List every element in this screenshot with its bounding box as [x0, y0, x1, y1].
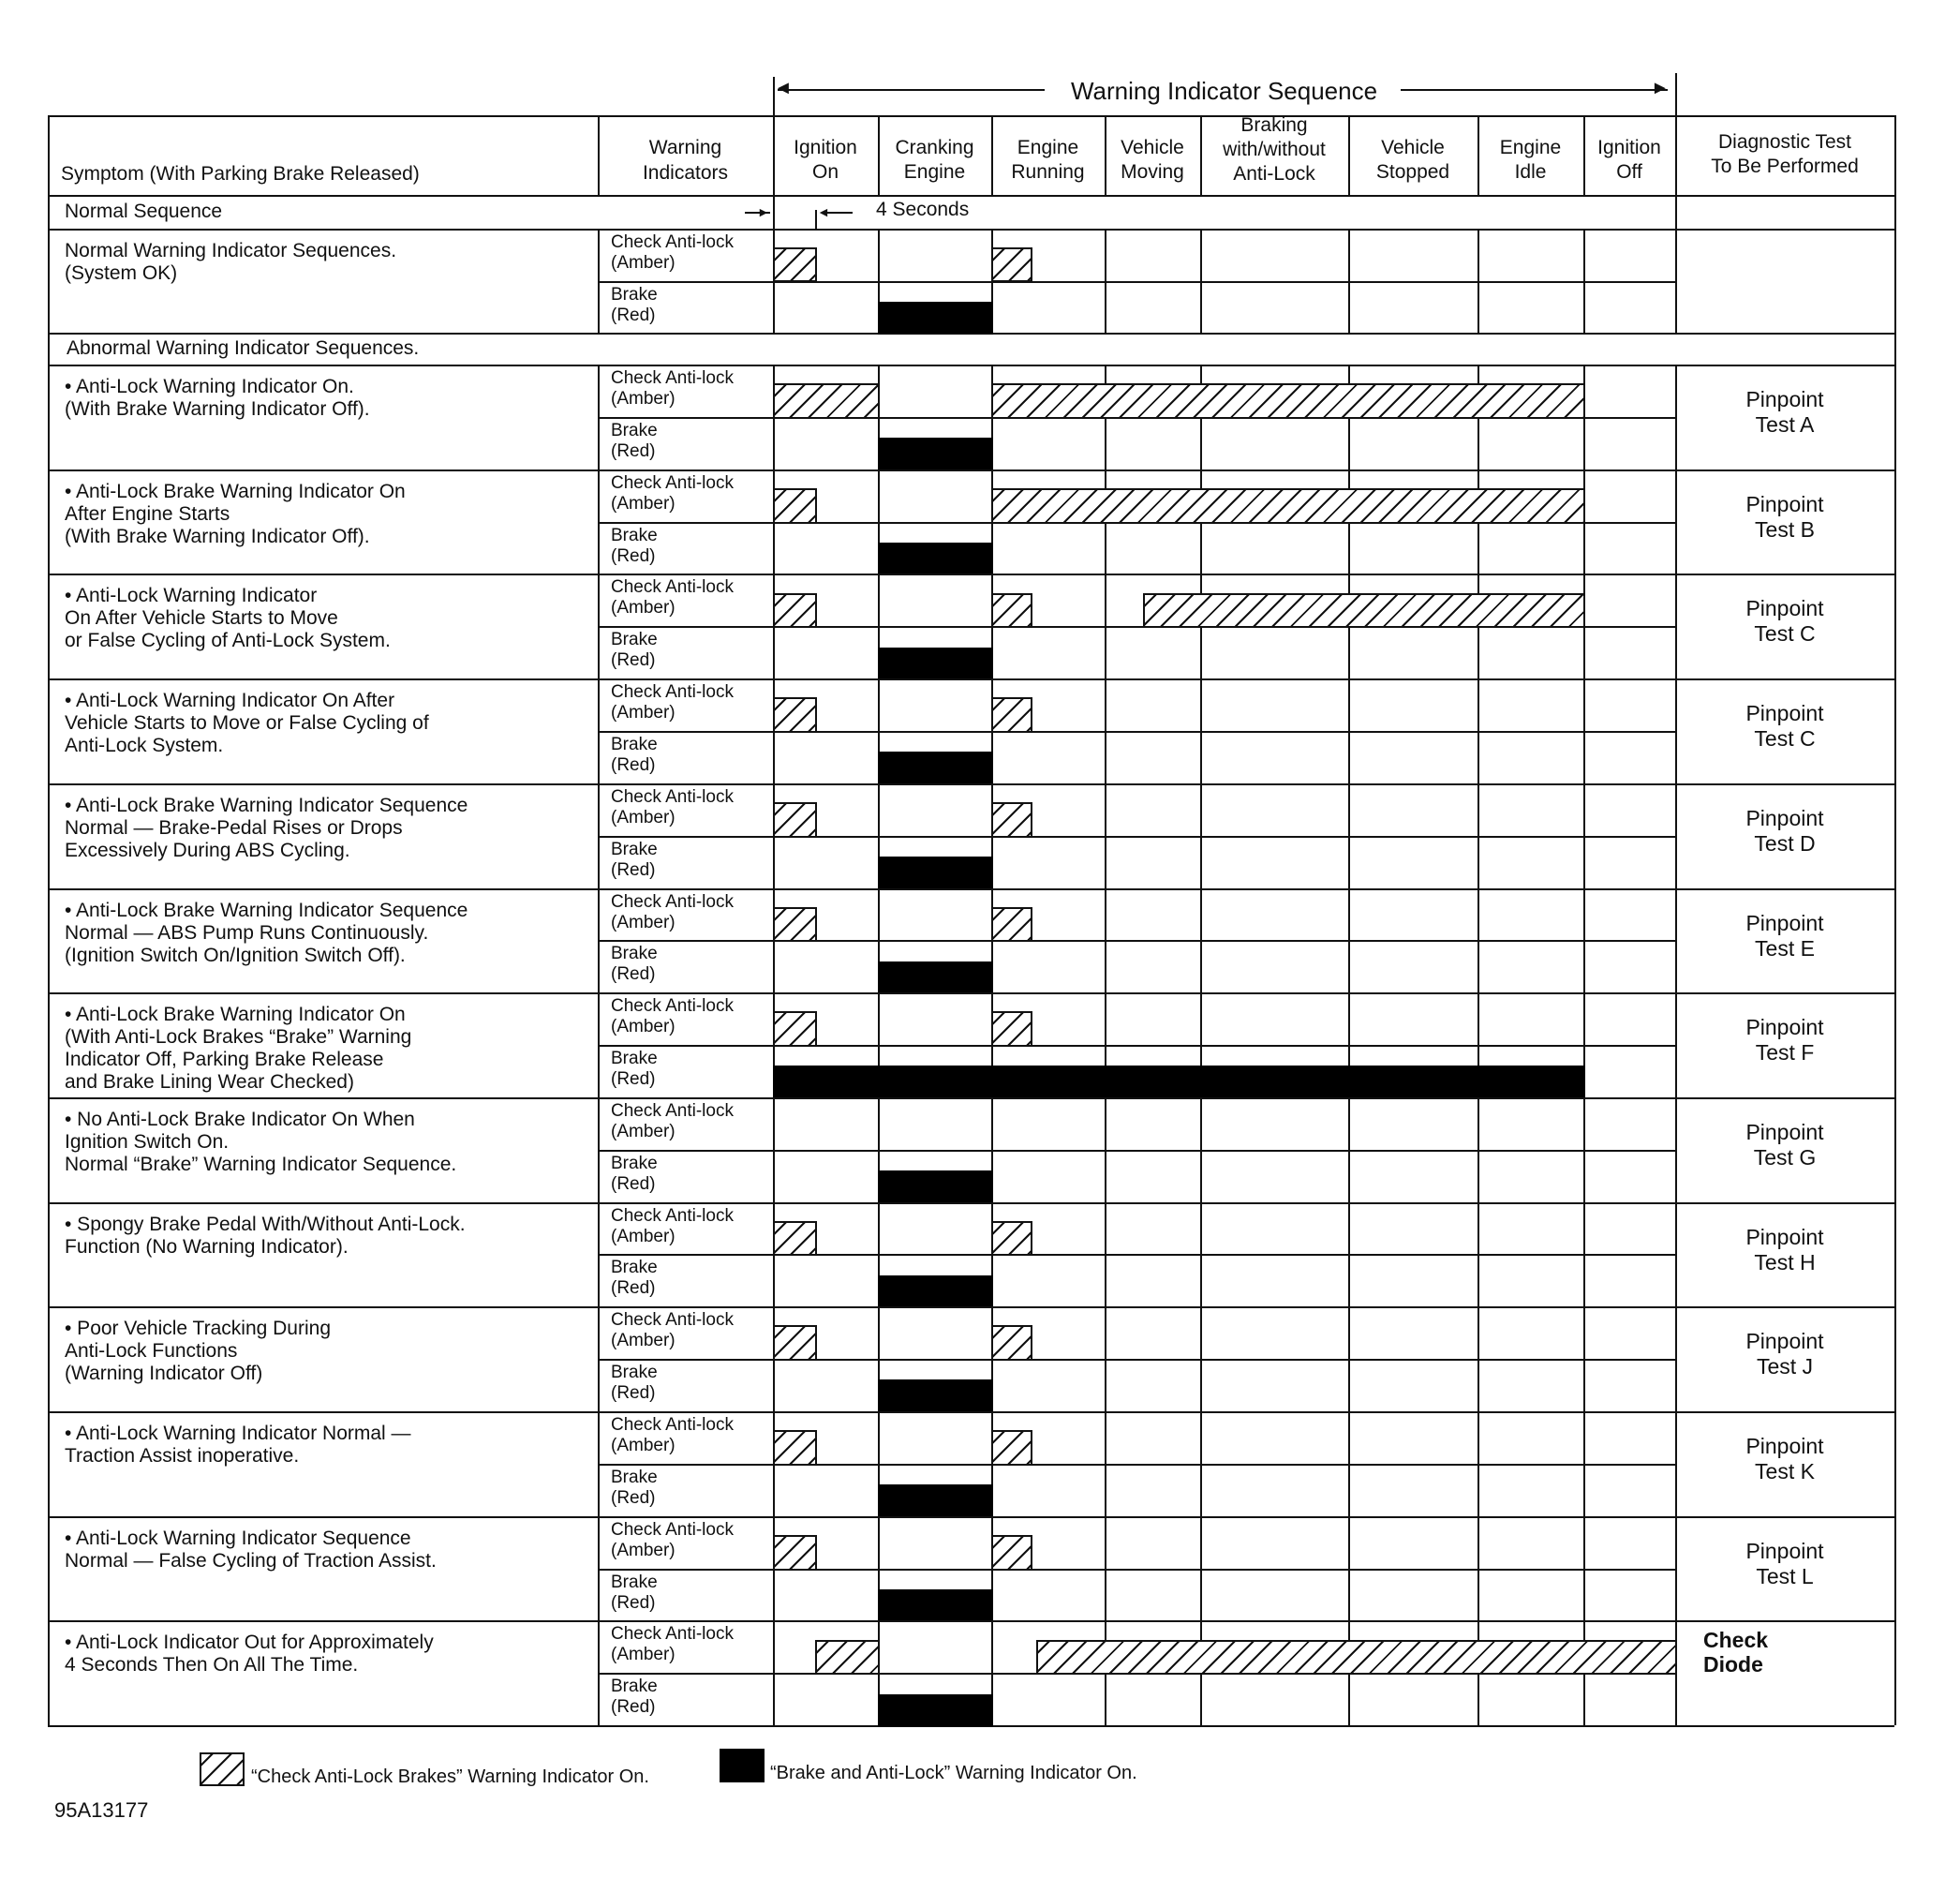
- phase-header-4: with/without: [1223, 139, 1326, 160]
- test-header: To Be Performed: [1711, 156, 1859, 177]
- symptom-text: Normal — Brake-Pedal Rises or Drops: [65, 816, 403, 839]
- symptom-text: • Poor Vehicle Tracking During: [65, 1318, 331, 1340]
- brake-on-bar: [878, 438, 993, 471]
- diagnostic-test: Test B: [1755, 516, 1815, 542]
- check-antilock-on-bar: [773, 1221, 817, 1257]
- diagnostic-test: Test D: [1754, 830, 1816, 856]
- legend-hatched-label: “Check Anti-Lock Brakes” Warning Indicator On.: [251, 1766, 649, 1787]
- symptom-text: (Ignition Switch On/Ignition Switch Off).: [65, 944, 406, 966]
- amber-indicator-label: Check Anti-lock: [611, 1519, 734, 1540]
- sequence-title: Warning Indicator Sequence: [1070, 77, 1378, 105]
- check-antilock-on-bar: [773, 247, 817, 283]
- four-seconds-label: 4 Seconds: [876, 199, 970, 220]
- grid-line: [48, 678, 1894, 680]
- diagnostic-test: Pinpoint: [1745, 910, 1824, 935]
- diagnostic-test: Test L: [1756, 1563, 1814, 1588]
- check-antilock-on-bar: [773, 383, 880, 419]
- brake-indicator-label: (Red): [611, 1278, 656, 1299]
- symptom-text: • Anti-Lock Warning Indicator Normal —: [65, 1423, 411, 1444]
- symptom-text: • Anti-Lock Warning Indicator On.: [65, 376, 354, 397]
- symptom-header: Symptom (With Parking Brake Released): [61, 163, 420, 185]
- symptom-text: Traction Assist inoperative.: [65, 1445, 300, 1467]
- brake-on-bar: [878, 648, 993, 681]
- grid-line: [1675, 229, 1677, 333]
- amber-indicator-label: Check Anti-lock: [611, 682, 734, 703]
- check-antilock-on-bar: [991, 1011, 1032, 1047]
- amber-indicator-label: (Amber): [611, 912, 676, 932]
- grid-line: [48, 115, 50, 1725]
- check-antilock-on-bar: [991, 247, 1032, 283]
- check-antilock-on-bar: [773, 488, 817, 524]
- phase-header-4: Braking: [1240, 114, 1308, 136]
- grid-line: [48, 115, 1894, 117]
- brake-indicator-label: Brake: [611, 284, 658, 305]
- brake-on-bar: [878, 1379, 993, 1413]
- phase-header-3: Vehicle: [1121, 137, 1184, 158]
- amber-indicator-label: (Amber): [611, 807, 676, 827]
- check-antilock-on-bar: [991, 802, 1032, 838]
- symptom-text: On After Vehicle Starts to Move: [65, 607, 338, 630]
- brake-indicator-label: (Red): [611, 964, 656, 985]
- phase-header-7: Ignition: [1597, 137, 1661, 158]
- grid-line: [48, 1516, 1894, 1518]
- symptom-text: • Spongy Brake Pedal With/Without Anti-Lock.: [65, 1213, 466, 1235]
- test-header: Diagnostic Test: [1717, 131, 1852, 153]
- check-antilock-on-bar: [1036, 1640, 1677, 1676]
- grid-line: [1894, 115, 1896, 1725]
- symptom-text: Anti-Lock Functions: [65, 1340, 238, 1363]
- grid-line: [48, 229, 1894, 231]
- diagnostic-test: Check: [1703, 1628, 1769, 1653]
- symptom-text: (With Brake Warning Indicator Off).: [65, 525, 370, 547]
- brake-indicator-label: (Red): [611, 440, 656, 461]
- diagnostic-test: Test H: [1754, 1249, 1816, 1274]
- symptom-text: Normal “Brake” Warning Indicator Sequence.: [65, 1153, 457, 1175]
- phase-header-0: On: [811, 161, 839, 183]
- grid-line: [598, 281, 1675, 283]
- diagnostic-test: Diode: [1703, 1652, 1763, 1677]
- amber-indicator-label: (Amber): [611, 1121, 676, 1141]
- phase-header-5: Stopped: [1375, 161, 1450, 183]
- check-antilock-on-bar: [773, 802, 817, 838]
- brake-indicator-label: (Red): [611, 754, 656, 775]
- amber-indicator-label: (Amber): [611, 389, 676, 409]
- brake-indicator-label: (Red): [611, 1383, 656, 1404]
- brake-indicator-label: Brake: [611, 630, 658, 650]
- diagnostic-test: Pinpoint: [1745, 387, 1824, 411]
- amber-indicator-label: Check Anti-lock: [611, 891, 734, 912]
- brake-indicator-label: Brake: [611, 525, 658, 545]
- grid-line: [598, 1569, 1675, 1571]
- diagnostic-test: Test F: [1755, 1040, 1815, 1066]
- phase-header-6: Engine: [1499, 137, 1562, 158]
- symptom-text: (System OK): [65, 262, 178, 284]
- indicators-header: Indicators: [642, 162, 729, 184]
- check-antilock-on-bar: [991, 488, 1585, 524]
- diagnostic-test: Test C: [1754, 726, 1816, 752]
- symptom-text: Function (No Warning Indicator).: [65, 1235, 349, 1258]
- check-antilock-on-bar: [773, 697, 817, 733]
- phase-header-6: Idle: [1514, 161, 1547, 183]
- brake-on-bar: [878, 1484, 993, 1518]
- check-antilock-on-bar: [773, 1325, 817, 1361]
- amber-indicator-label: (Amber): [611, 1540, 676, 1560]
- grid-line: [598, 1045, 1675, 1047]
- amber-indicator-label: Check Anti-lock: [611, 232, 734, 252]
- brake-on-bar: [878, 1170, 993, 1204]
- check-antilock-on-bar: [773, 1535, 817, 1571]
- grid-line: [48, 1097, 1894, 1099]
- brake-indicator-label: (Red): [611, 650, 656, 671]
- symptom-text: Normal — ABS Pump Runs Continuously.: [65, 921, 429, 944]
- grid-line: [48, 783, 1894, 785]
- phase-header-3: Moving: [1121, 161, 1184, 183]
- grid-line: [48, 1411, 1894, 1413]
- normal-sequence-label: Normal Sequence: [65, 201, 223, 222]
- amber-indicator-label: Check Anti-lock: [611, 472, 734, 493]
- check-antilock-on-bar: [815, 1640, 880, 1676]
- check-antilock-on-bar: [991, 1221, 1032, 1257]
- brake-indicator-label: (Red): [611, 545, 656, 566]
- symptom-text: • Anti-Lock Brake Warning Indicator On: [65, 480, 406, 502]
- brake-indicator-label: Brake: [611, 1467, 658, 1487]
- symptom-text: and Brake Lining Wear Checked): [65, 1071, 354, 1094]
- diagnostic-test: Test C: [1754, 621, 1816, 647]
- arrow-right-icon: ►: [757, 204, 770, 219]
- brake-on-bar: [878, 302, 993, 335]
- diagnostic-test: Pinpoint: [1745, 805, 1824, 830]
- diagnostic-test: Pinpoint: [1745, 491, 1824, 516]
- symptom-text: (With Anti-Lock Brakes “Brake” Warning: [65, 1026, 412, 1049]
- brake-indicator-label: (Red): [611, 859, 656, 880]
- brake-indicator-label: Brake: [611, 1258, 658, 1278]
- brake-indicator-label: (Red): [611, 1069, 656, 1090]
- phase-header-1: Cranking: [895, 137, 974, 158]
- check-antilock-on-bar: [991, 1535, 1032, 1571]
- amber-indicator-label: (Amber): [611, 1331, 676, 1351]
- symptom-text: • No Anti-Lock Brake Indicator On When: [65, 1108, 415, 1130]
- amber-indicator-label: Check Anti-lock: [611, 786, 734, 807]
- brake-indicator-label: Brake: [611, 839, 658, 859]
- amber-indicator-label: Check Anti-lock: [611, 996, 734, 1017]
- check-antilock-on-bar: [991, 697, 1032, 733]
- symptom-text: Normal — False Cycling of Traction Assist.: [65, 1549, 437, 1572]
- brake-on-bar: [878, 752, 993, 785]
- brake-indicator-label: (Red): [611, 1173, 656, 1194]
- grid-line: [48, 1620, 1894, 1622]
- legend-solid-label: “Brake and Anti-Lock” Warning Indicator On.: [770, 1763, 1137, 1783]
- amber-indicator-label: Check Anti-lock: [611, 1415, 734, 1435]
- phase-header-0: Ignition: [794, 137, 857, 158]
- diagnostic-test: Pinpoint: [1745, 1015, 1824, 1040]
- arrow-left-icon: ◄: [774, 78, 793, 98]
- grid-line: [773, 195, 775, 229]
- grid-line: [598, 940, 1675, 942]
- amber-indicator-label: (Amber): [611, 493, 676, 514]
- grid-line: [48, 574, 1894, 575]
- legend-hatched-swatch: [200, 1752, 245, 1786]
- check-antilock-on-bar: [991, 1325, 1032, 1361]
- grid-line: [598, 1359, 1675, 1361]
- grid-line: [1675, 195, 1677, 229]
- brake-on-bar: [878, 1589, 993, 1623]
- brake-on-bar: [878, 1275, 993, 1309]
- check-antilock-on-bar: [991, 1430, 1032, 1466]
- phase-header-1: Engine: [903, 161, 966, 183]
- amber-indicator-label: Check Anti-lock: [611, 577, 734, 598]
- phase-header-7: Off: [1616, 161, 1642, 183]
- amber-indicator-label: Check Anti-lock: [611, 368, 734, 388]
- phase-header-2: Engine: [1017, 137, 1079, 158]
- grid-line: [48, 470, 1894, 471]
- amber-indicator-label: (Amber): [611, 253, 676, 273]
- grid-line: [598, 731, 1675, 733]
- symptom-text: Excessively During ABS Cycling.: [65, 839, 350, 861]
- grid-line: [48, 195, 1894, 197]
- diagnostic-test: Pinpoint: [1745, 1434, 1824, 1458]
- check-antilock-on-bar: [1143, 593, 1585, 629]
- check-antilock-on-bar: [991, 593, 1032, 629]
- brake-on-bar: [878, 857, 993, 890]
- check-antilock-on-bar: [773, 1430, 817, 1466]
- amber-indicator-label: Check Anti-lock: [611, 1100, 734, 1121]
- diagnostic-test: Test J: [1756, 1354, 1814, 1379]
- brake-on-bar: [773, 1066, 1585, 1099]
- grid-line: [48, 992, 1894, 994]
- diagnostic-test: Pinpoint: [1745, 596, 1824, 621]
- amber-indicator-label: Check Anti-lock: [611, 1310, 734, 1331]
- brake-indicator-label: Brake: [611, 420, 658, 440]
- brake-on-bar: [878, 961, 993, 995]
- diagnostic-test: Pinpoint: [1745, 1119, 1824, 1144]
- symptom-text: or False Cycling of Anti-Lock System.: [65, 630, 391, 652]
- symptom-text: Anti-Lock System.: [65, 735, 224, 757]
- check-antilock-on-bar: [773, 907, 817, 943]
- brake-indicator-label: (Red): [611, 1487, 656, 1508]
- amber-indicator-label: (Amber): [611, 1645, 676, 1665]
- amber-indicator-label: Check Anti-lock: [611, 1205, 734, 1226]
- amber-indicator-label: (Amber): [611, 703, 676, 723]
- brake-on-bar: [878, 543, 993, 576]
- phase-header-4: Anti-Lock: [1233, 163, 1315, 185]
- diagnostic-test: Test K: [1755, 1459, 1815, 1483]
- grid-line: [598, 1150, 1675, 1152]
- symptom-text: • Anti-Lock Brake Warning Indicator Sequence: [65, 899, 468, 921]
- check-antilock-on-bar: [991, 907, 1032, 943]
- brake-indicator-label: Brake: [611, 1572, 658, 1592]
- check-antilock-on-bar: [773, 1011, 817, 1047]
- phase-header-5: Vehicle: [1381, 137, 1445, 158]
- brake-indicator-label: (Red): [611, 1697, 656, 1718]
- symptom-text: After Engine Starts: [65, 502, 230, 525]
- symptom-text: Vehicle Starts to Move or False Cycling of: [65, 712, 429, 735]
- symptom-text: • Anti-Lock Warning Indicator Sequence: [65, 1527, 411, 1549]
- grid-line: [48, 1306, 1894, 1308]
- diagnostic-test: Test E: [1755, 935, 1815, 961]
- symptom-text: Indicator Off, Parking Brake Release: [65, 1049, 384, 1071]
- arrow-right-icon: ►: [1651, 78, 1670, 98]
- symptom-text: 4 Seconds Then On All The Time.: [65, 1654, 359, 1677]
- amber-indicator-label: (Amber): [611, 598, 676, 619]
- brake-indicator-label: Brake: [611, 1049, 658, 1069]
- amber-indicator-label: (Amber): [611, 1436, 676, 1455]
- symptom-text: (Warning Indicator Off): [65, 1363, 263, 1385]
- symptom-text: • Anti-Lock Warning Indicator: [65, 585, 318, 607]
- diagnostic-test: Test G: [1753, 1144, 1817, 1170]
- brake-indicator-label: (Red): [611, 305, 656, 325]
- symptom-text: • Anti-Lock Indicator Out for Approximately: [65, 1632, 434, 1654]
- check-antilock-on-bar: [773, 593, 817, 629]
- diagnostic-test: Pinpoint: [1745, 1329, 1824, 1354]
- indicators-header: Warning: [648, 137, 722, 158]
- amber-indicator-label: (Amber): [611, 1226, 676, 1246]
- grid-line: [598, 836, 1675, 838]
- brake-indicator-label: Brake: [611, 734, 658, 754]
- grid-line: [598, 1254, 1675, 1256]
- brake-indicator-label: Brake: [611, 944, 658, 964]
- diagnostic-test: Pinpoint: [1745, 1538, 1824, 1563]
- symptom-text: • Anti-Lock Warning Indicator On After: [65, 690, 395, 712]
- grid-line: [598, 1464, 1675, 1466]
- symptom-text: • Anti-Lock Brake Warning Indicator Sequence: [65, 794, 468, 816]
- amber-indicator-label: Check Anti-lock: [611, 1624, 734, 1645]
- symptom-text: (With Brake Warning Indicator Off).: [65, 398, 370, 420]
- symptom-text: Ignition Switch On.: [65, 1130, 230, 1153]
- symptom-text: Normal Warning Indicator Sequences.: [65, 240, 397, 261]
- brake-indicator-label: Brake: [611, 1363, 658, 1383]
- arrow-left-icon: ◄: [817, 204, 830, 219]
- phase-header-2: Running: [1011, 161, 1085, 183]
- grid-line: [48, 888, 1894, 890]
- diagnostic-test: Test A: [1755, 412, 1815, 437]
- amber-indicator-label: (Amber): [611, 1017, 676, 1037]
- brake-on-bar: [878, 1694, 993, 1728]
- symptom-text: • Anti-Lock Brake Warning Indicator On: [65, 1004, 406, 1026]
- grid-line: [48, 1202, 1894, 1204]
- brake-indicator-label: (Red): [611, 1592, 656, 1613]
- check-antilock-on-bar: [991, 383, 1585, 419]
- abnormal-label: Abnormal Warning Indicator Sequences.: [67, 337, 420, 359]
- diagnostic-test: Pinpoint: [1745, 701, 1824, 726]
- diagnostic-test: Pinpoint: [1745, 1224, 1824, 1249]
- brake-indicator-label: Brake: [611, 1677, 658, 1697]
- grid-line: [48, 365, 1894, 366]
- legend-solid-swatch: [720, 1749, 765, 1782]
- figure-id: 95A13177: [54, 1798, 149, 1822]
- brake-indicator-label: Brake: [611, 1153, 658, 1173]
